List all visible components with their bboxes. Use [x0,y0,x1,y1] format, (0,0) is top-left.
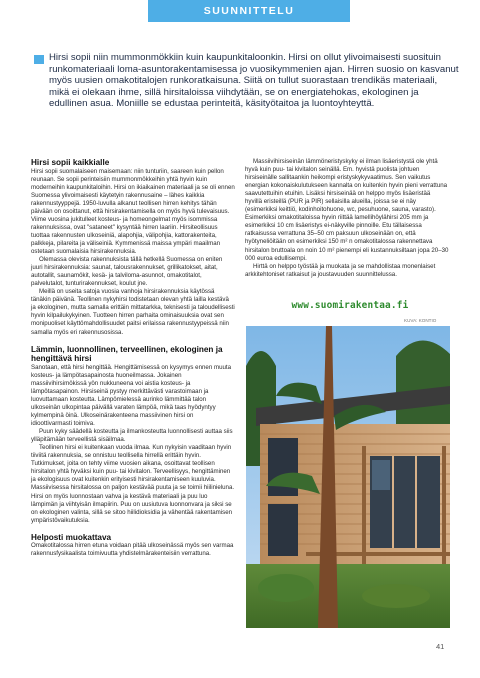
body-paragraph: Sanotaan, että hirsi hengittää. Hengittämisessä on kysymys ennen muuta kosteus- ja lämpötasapainosta huoneilmassa. Jokainen massiivihirsimökissä yön nukkuneena voi aistia kosteus- ja lämpötasapainon. Hirsiseinä pystyy merkittävästi varastoimaan ja luovuttamaan kosteutta. Lämpömielessä aurinko lämmittää talon ulkoseinän ulkopintaa päivällä varaten lämpöä, mikä taas hyödyntyy kylmempinä öinä. Ulkoseinärakenteena massiivinen hirsi on idioottivarmasti toimiva. [31,363,232,428]
page-number: 41 [436,642,445,651]
website-link[interactable]: www.suomirakentaa.fi [291,300,409,311]
body-paragraph: Meillä on useita satoja vuosia vanhoja hirsirakennuksia käytössä tänäkin päivänä. Teollinen nykyhirsi todistetaan olevan yhtä laillа kestävä ja ekologinen, mutta samalla erittäin mittatarkka, teknisesti ja taloudellisesti hyvin kilpailukykyinen. Tuotteen hirren parhaita ominaisuuksia ovat sen monipuoliset käyttömahdollisuudet paitsi erilaissa rakennustyypeissä niin samalla myös eri rakennusosissa. [31,288,235,336]
body-paragraph: Omakotitalossa hirren etuna voidaan pitää ulkoseinässä myös sen varmaa rakennusfysikaalista toimivuutta yhdistelmärakenteisiin verrattuna. [31,542,234,558]
body-paragraph: Hirsi sopii suomalaiseen maisemaan: niin tunturiin, saareen kuin pellon reunaan. Se sopii perinteisiin mummonmökkeihin yhtä hyvin kuin moderneihin kaupunkitaloihin. Hirsi on ikiaikainen materiaali ja se oli ennen Suomessa ylivoimaisesti käytetyin rakennusaine – lähes kaikkia rakennustyyppejä. 1950-luvulla alkanut teollisen hirren kehitys tähän päivään on osoittanut, että hirsirakentamisella on myös hyvä tulevaisuus. Viime vuosina jukitulleet kosteus- ja homeongelmat myös isommissa rakennuksissa, ovat "sataneet" kysyntää hirren laariin. Hirsiteollisuus tuottaa rakennusten ulkoseiniä, alapohjia, välipohjia, kattorakenteita, palkkeja, pilareita ja väliseiniä. Kymmenissä maissa ympäri maailman ostetaan suomalaisia hirsirakennuksia. [31,167,235,256]
section-heading: Helposti muokattava [31,532,112,542]
house-photo [246,326,450,628]
body-paragraph: Olemassa olevista rakennuksista tällä hetkellä Suomessa on eniten juuri hirsirakennuksia: saunat, talousrakennukset, grillikatokset, aitat, autotallit, saunamökit, kesä- ja talviloma-asunnot, omakotitalot, palvelutalot, tunturirakennukset, koulut jne. [31,256,223,288]
intro-paragraph: Hirsi sopii niin mummonmökkiin kuin kaupunkitaloonkin. Hirsi on ollut ylivoimaisesti suosituin runkomateriaali loma-asuntorakentamisessa jo vuosikymmenien ajan. Hirren suosio on kasvanut myös uusien omakotitalojen runkoratkaisuna. Siitä on tullut suorastaan trendikäs materiaali, mikä ei olekaan ihme, sillä hirsitaloissa viihdytään, se on energiatehokas, ekologinen ja edullinen asua. Moniille se edustaa perinteitä, käsityötaitoa ja luontoyhteyttä. [49,52,459,110]
body-paragraph: Teollinen hirsi ei kuitenkaan vuoda ilmaa. Kun nykyisin vaaditaan hyvin tiiviitä rakennuksia, se onnistuu teollisella hirrellä erittäin hyvin. Tutkimukset, joita on tehty viime vuosien aikana, osoittavat teollisen hirsitalon yhtä hyväksi kuin puu- tai kivitalon. Terveellisyys, hengittäminen ja ekologisuus ovat kuitenkin erityisesti hirsirakentamiseen kuuluvia. Massiivisessa hirsitalossa on paljon kestävää puuta ja se toimii hiilinieluna. Hirsi on myös luonnostaan vahva ja kestävä materiaali ja puu luo lämpimän ja viihtyisän ilmapiirin. Puu on uusiutuva luonnonvara ja siksi se on ekologinen valinta, sillä se sitoo hiilidioksidia ja vähentää rakentamisen ympäristövaikutuksia. [31,444,235,524]
left-column [31,158,235,558]
photo-credit: KUVA: KONTIO [404,318,437,323]
section-header: SUUNNITTELU [148,0,350,22]
body-paragraph: Puun kyky säädellä kosteutta ja ilmankosteutta luonnollisesti auttaa siis ylläpitämään terveellistä sisäilmaa. [31,428,233,444]
right-column [245,158,449,279]
section-heading: Lämmin, luonnollinen, terveellinen, ekologinen ja hengittävä hirsi [31,344,223,364]
intro-marker [34,55,44,64]
section-heading: Hirsi sopii kaikkialle [31,158,110,167]
body-paragraph: Hirttä on helppo työstää ja muokata ja se mahdollistaa monenlaiset arkkitehtoniset ratkaisut ja joustavuuden suunnittelussa. [245,262,436,278]
body-paragraph: Massiivihirsiseinän lämmöneristyskyky ei ilman lisäeristystä ole yhtä hyvä kuin puu- tai kivitalon seinällä. Em. hyvistä puolista johtuen hirsiseinälle sallitaankin heikompi eristyskykyvaatimus. Sen vaikutus energian kokonaiskulutukseen kannalta on kuitenkin hyvin pieni verrattuna saavutettuihin etuihin. Lisäksi hirsiseinää on helppo myös lisäeristää hyvillä eristeillä (PUR ja PIR) sellaisilla alueilla, joissa se ei näy (esimerkiksi keittiö, kodinhoitohuone, wc, pesuhuone, sauna, varasto). Esimerkiksi omakotitaloissa hyvin riittää lamellihöylähirsi 205 mm ja esimerkiksi 10 cm lisäeristys ei-näkyville pinnoille. Etu tällaisessa ratkaisussa verrattuna 35–50 cm paksuun ulkoseinään on, että hyötyneliöitään on esimerkiksi 150 m² n omakotitalossa rakennettava hirsitalon bruttoala on noin 10 m² pienempi eli kustannuksiltaan jopa 20–30 000 euroa edullisempi. [245,158,449,262]
